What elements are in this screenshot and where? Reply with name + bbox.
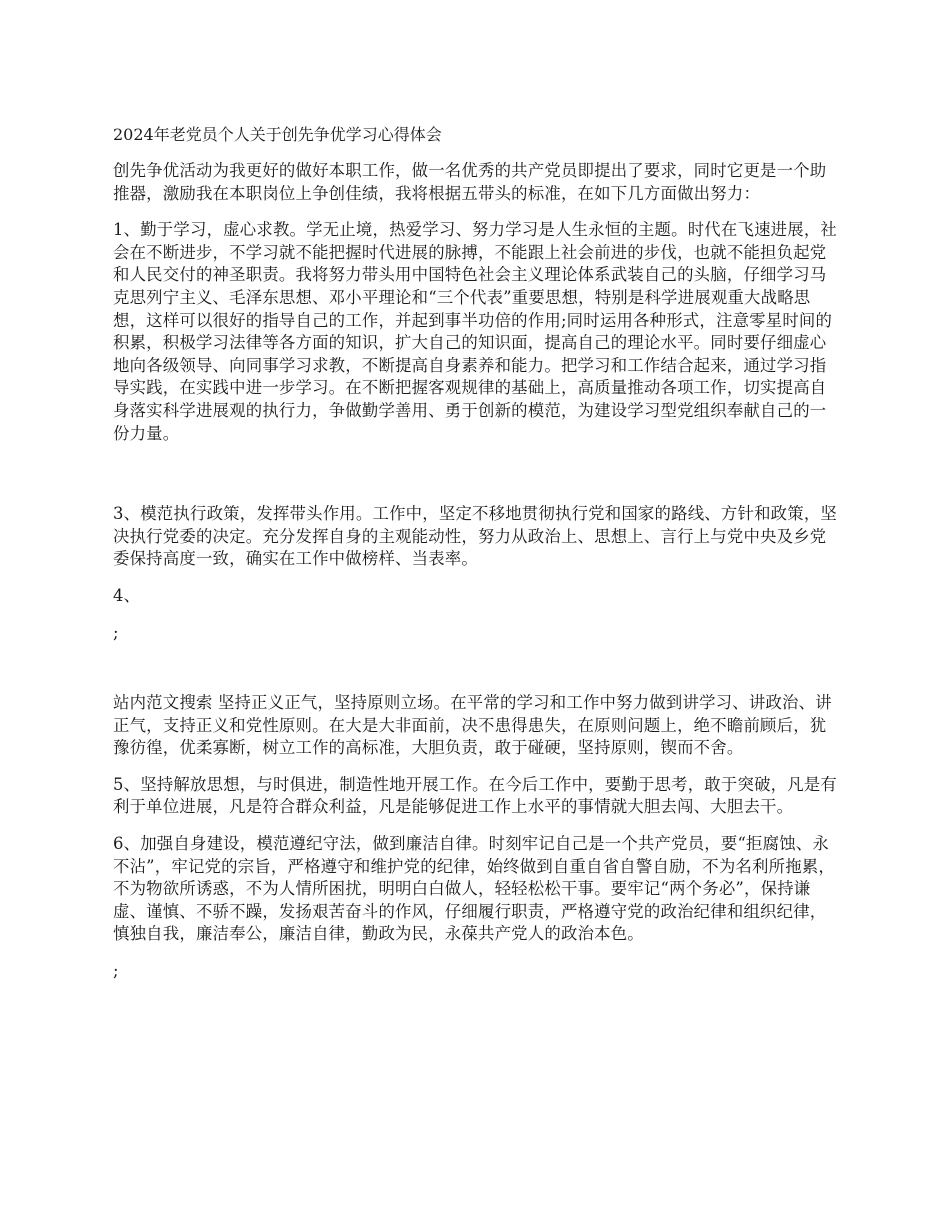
separator-1: ;: [113, 622, 119, 642]
paragraph-1: 1、勤于学习，虚心求教。学无止境，热爱学习、努力学习是人生永恒的主题。时代在飞速进展，社会在不断进步，不学习就不能把握时代进展的脉搏，不能跟上社会前进的步伐，也就不能担负起党和人民交付的神圣职责。我将努力带头用中国特色社会主义理论体系武装自己的头脑，仔细学习马克思列宁主义、毛泽东思想、邓小平理论和“三个代表”重要思想，特别是科学进展观重大战略思想，这样可以很好的指导自己的工作，并起到事半功倍的作用;同时运用各种形式，注意零星时间的积累，积极学习法律等各方面的知识，扩大自己的知识面，提高自己的理论水平。同时要仔细虚心地向各级领导、向同事学习求教，不断提高自身素养和能力。把学习和工作结合起来，通过学习指导实践，在实践中进一步学习。在不断把握客观规律的基础上，高质量推动各项工作，切实提高自身落实科学进展观的执行力，争做勤学善用、勇于创新的模范，为建设学习型党组织奉献自己的一份力量。: [113, 220, 838, 443]
spacer: [113, 459, 840, 503]
paragraph-4-heading: 4、: [113, 585, 141, 605]
spacer: [113, 658, 840, 692]
paragraph-5: 5、坚持解放思想，与时俱进，制造性地开展工作。在今后工作中，要勤于思考，敢于突破，凡是有利于单位进展，凡是符合群众利益，凡是能够促进工作上水平的事情就大胆去闯、大胆去干。: [113, 774, 838, 817]
paragraph-4-body: 站内范文搜索 坚持正义正气，坚持原则立场。在平常的学习和工作中努力做到讲学习、讲政治、讲正气，支持正义和党性原则。在大是大非面前，决不患得患失，在原则问题上，绝不瞻前顾后，犹豫彷徨，优柔寡断，树立工作的高标准，大胆负责，敢于碰硬，坚持原则，锲而不舍。: [113, 693, 832, 758]
document-page: [113, 124, 840, 997]
paragraph-6: 6、加强自身建设，模范遵纪守法，做到廉洁自律。时刻牢记自己是一个共产党员，要“拒腐蚀、永不沾”，牢记党的宗旨，严格遵守和维护党的纪律，始终做到自重自省自警自励，不为名利所拖累，不为物欲所诱惑，不为人情所困扰，明明白白做人，轻轻松松干事。要牢记“两个务必”，保持谦虚、谨慎、不骄不躁，发扬艰苦奋斗的作风，仔细履行职责，严格遵守党的政治纪律和组织纪律，慎独自我，廉洁奉公，廉洁自律，勤政为民，永葆共产党人的政治本色。: [113, 834, 835, 944]
separator-2: ;: [113, 961, 119, 981]
intro-paragraph: 创先争优活动为我更好的做好本职工作，做一名优秀的共产党员即提出了要求，同时它更是一个助推器，激励我在本职岗位上争创佳绩，我将根据五带头的标准，在如下几方面做出努力：: [113, 161, 827, 203]
paragraph-3: 3、模范执行政策，发挥带头作用。工作中，坚定不移地贯彻执行党和国家的路线、方针和政策，坚决执行党委的决定。充分发挥自身的主观能动性，努力从政治上、思想上、言行上与党中央及乡党委保持高度一致，确实在工作中做榜样、当表率。: [113, 504, 838, 569]
document-title: 2024年老党员个人关于创先争优学习心得体会: [113, 125, 442, 144]
